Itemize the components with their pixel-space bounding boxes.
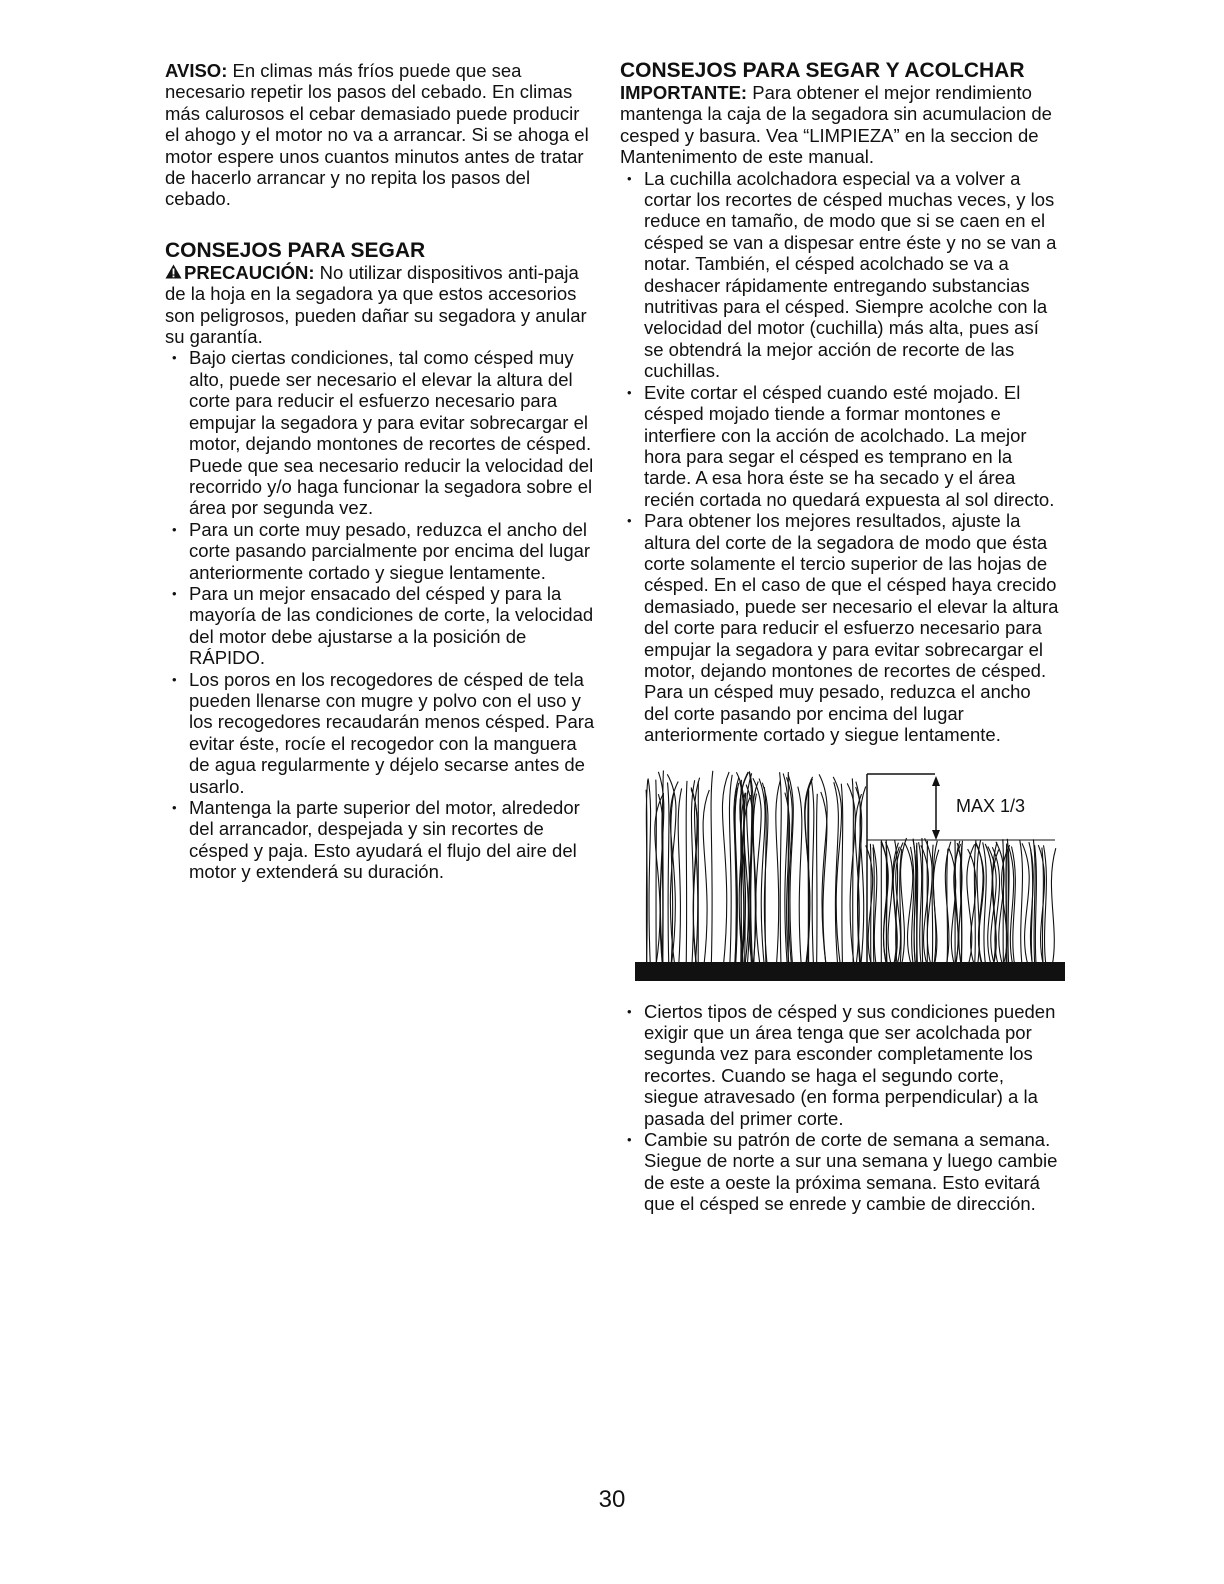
grass-blade — [1044, 845, 1047, 966]
grass-blade — [711, 770, 713, 965]
caution-paragraph — [165, 262, 597, 348]
list-item: • La cuchilla acolchadora especial va a volver a cortar los recortes de césped muchas veces, y los reduce en tamaño, de modo que si se caen en el césped se van a dispesar entre éste y no se van a notar. También, el césped acolchado se va a deshacer rápidamente entregando substancias nutritivas para el césped. Siempre acolche con la velocidad del motor (cuchilla) más alta, pues así se obtendrá la mejor acción de recorte de las cuchillas. — [620, 168, 1060, 382]
grass-blade — [1006, 844, 1007, 966]
grass-blade — [722, 772, 729, 966]
right-bullet-list — [620, 168, 1060, 746]
grass-blade — [780, 772, 782, 966]
grass-blade — [847, 783, 855, 966]
grass-blade — [811, 779, 814, 966]
max-one-third-label: MAX 1/3 — [956, 795, 1026, 816]
aviso-paragraph — [165, 60, 597, 210]
grass-blade — [1038, 845, 1044, 966]
grass-blade — [819, 774, 827, 966]
grass-blade — [873, 847, 874, 966]
list-item: • Mantenga la parte superior del motor, alrededor del arrancador, despejada y sin recortes de césped y paja. Esto ayudará el flujo del aire del motor y extenderá su duración. — [165, 797, 597, 883]
grass-blade — [686, 780, 687, 965]
right-column — [620, 60, 1060, 1215]
grass-blade — [922, 838, 923, 966]
importante-text: Para obtener el mejor rendimiento mantenga la caja de la segadora sin acumulacion de cesped y basura. Vea “LIMPIEZA” en la seccion de Mantenimento de este manual. — [620, 82, 1052, 168]
aviso-text: En climas más fríos puede que sea necesario repetir los pasos del cebado. En climas más calurosos el cebar demasiado puede producir el ahogo y el motor no va a arrancar. Si se ahoga el motor espere unos cuantos minutos antes de tratar de hacerlo arrancar y no repita los pasos del cebado. — [165, 60, 589, 210]
importante-label: IMPORTANTE: — [620, 82, 748, 103]
left-bullet-list — [165, 347, 597, 882]
grass-blade — [1003, 839, 1004, 966]
aviso-label: AVISO: — [165, 60, 228, 81]
grass-blade — [821, 791, 827, 965]
caution-text: No utilizar dispositivos anti-paja de la hoja en la segadora ya que estos accesorios son peligrosos, pueden dañar su segadora y anular su garantía. — [165, 261, 587, 348]
grass-blade — [919, 842, 922, 966]
grass-blade — [1022, 843, 1029, 966]
grass-blade — [961, 843, 962, 966]
grass-blade — [703, 789, 709, 965]
grass-blade — [817, 793, 818, 965]
grass-blade — [798, 786, 802, 965]
grass-blade — [983, 842, 987, 966]
section-heading-acolchar: CONSEJOS PARA SEGAR Y ACOLCHAR — [620, 59, 1025, 82]
grass-blade — [945, 841, 950, 965]
list-item: • Cambie su patrón de corte de semana a semana. Siegue de norte a sur una semana y luego cambie de este a oeste la próxima semana. Esto evitará que el césped se enrede y cambie de dirección. — [620, 1129, 1060, 1215]
grass-blade — [1051, 848, 1055, 966]
list-item: • Para un mejor ensacado del césped y para la mayoría de las condiciones de corte, la velocidad del motor debe ajustarse a la posición de RÁPIDO. — [165, 583, 597, 669]
list-item: • Ciertos tipos de césped y sus condiciones pueden exigir que un área tenga que ser acolchada por segunda vez para esconder completamente los recortes. Cuando se haga el segundo corte, siegue atravesado (en forma perpendicular) a la pasada del primer corte. — [620, 1001, 1060, 1129]
left-column — [165, 60, 597, 883]
grass-blade — [901, 838, 907, 966]
grass-blade — [788, 774, 793, 966]
list-item: • Para un corte muy pesado, reduzca el ancho del corte pasando parcialmente por encima del lugar anteriormente cortado y siegue lentamente. — [165, 519, 597, 583]
grass-cut-height-illustration — [635, 766, 1065, 981]
importante-paragraph — [620, 82, 1060, 168]
grass-blade — [729, 774, 732, 965]
grass-blade — [776, 780, 780, 966]
grass-blade — [1033, 839, 1035, 966]
right-bullet-list-after — [620, 1001, 1060, 1215]
grass-blade — [759, 778, 765, 965]
grass-blade — [678, 788, 681, 966]
grass-blade — [852, 778, 853, 966]
caution-label: PRECAUCIÓN: — [184, 261, 315, 283]
grass-blade — [648, 778, 650, 966]
grass-blade — [668, 782, 669, 966]
page-number: 30 — [598, 1486, 626, 1513]
grass-blade — [741, 779, 742, 965]
section-heading-segar: CONSEJOS PARA SEGAR — [165, 238, 426, 262]
list-item: • Para obtener los mejores resultados, ajuste la altura del corte de la segadora de modo que ésta corte solamente el tercio superior de las hojas de césped. En el caso de que el césped haya crecido demasiado, puede ser necesario el elevar la altura del corte para reducir el esfuerzo necesario para empujar la segadora y para evitar sobrecargar el motor, dejando montones de recortes de césped. Para un césped muy pesado, reduzca el ancho del corte pasando por encima del lugar anteriormente cortado y siegue lentamente. — [620, 510, 1060, 745]
list-item: • Evite cortar el césped cuando esté mojado. El césped mojado tiende a formar montones e interfiere con la acción de acolchado. La mejor hora para segar el césped es temprano en la tarde. A esa hora éste se ha secado y el área recién cortada no quedará expuesta al sol directo. — [620, 382, 1060, 510]
list-item: • Los poros en los recogedores de césped de tela pueden llenarse con mugre y polvo con el uso y los recogedores recaudarán menos césped. Para evitar éste, rocíe el recogedor con la manguera de agua regularmente y déjelo secarse antes de usarlo. — [165, 669, 597, 797]
warning-triangle-icon — [165, 262, 184, 283]
grass-blade — [656, 779, 657, 965]
list-item: • Bajo ciertas condiciones, tal como césped muy alto, puede ser necesario el elevar la altura del corte para reducir el esfuerzo necesario para empujar la segadora y para evitar sobrecargar el motor, dejando montones de recortes de césped. Puede que sea necesario reducir la velocidad del recorrido y/o haga funcionar la segadora sobre el área por segunda vez. — [165, 347, 597, 518]
grass-blade — [932, 844, 933, 965]
grass-blade — [1020, 840, 1023, 966]
grass-blade — [1029, 842, 1033, 966]
